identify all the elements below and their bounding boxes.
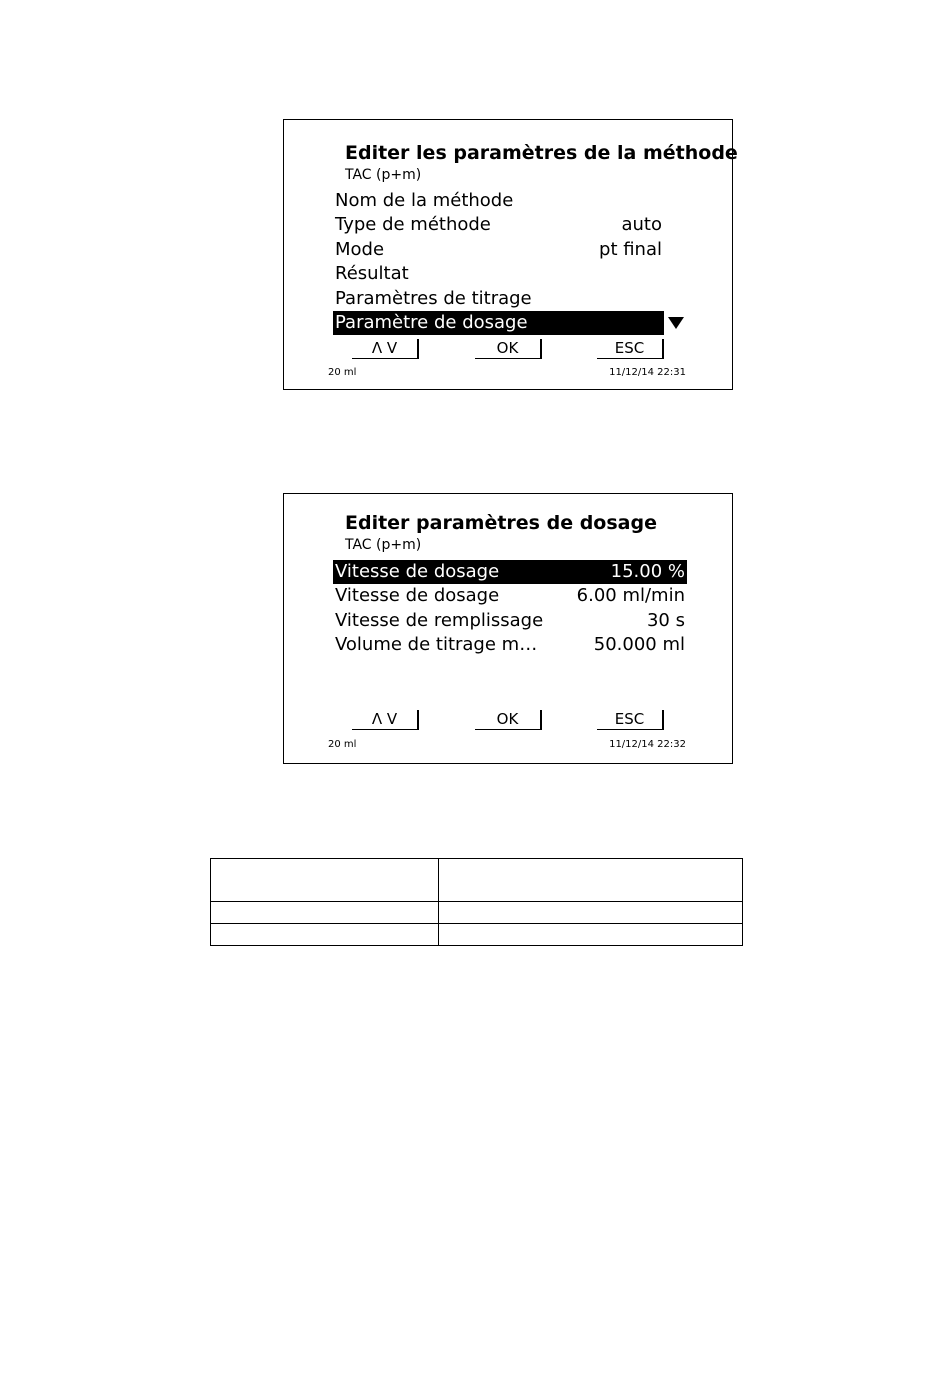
menu-item-label: Vitesse de dosage bbox=[335, 561, 500, 582]
table-cell bbox=[211, 924, 439, 946]
menu-item-label: Vitesse de dosage bbox=[335, 585, 500, 607]
menu-item-value: 6.00 ml/min bbox=[576, 585, 685, 607]
table-row bbox=[211, 924, 743, 946]
menu-item-label: Type de méthode bbox=[335, 214, 491, 236]
esc-softkey[interactable]: ESC bbox=[597, 710, 664, 730]
dosing-parameters-screen bbox=[283, 493, 733, 764]
method-parameters-screen bbox=[283, 119, 738, 390]
table-cell bbox=[439, 924, 743, 946]
menu-item-method-type[interactable] bbox=[333, 213, 664, 237]
menu-item-mode[interactable] bbox=[333, 238, 664, 262]
table-cell bbox=[439, 859, 743, 902]
menu-item-label: Résultat bbox=[335, 263, 409, 285]
method-name-subtitle: TAC (p+m) bbox=[345, 537, 422, 553]
esc-softkey[interactable]: ESC bbox=[597, 339, 664, 359]
menu-item-dosing-parameter[interactable] bbox=[333, 311, 664, 335]
menu-item-value: auto bbox=[621, 214, 662, 236]
menu-item-label: Paramètres de titrage bbox=[335, 287, 532, 309]
up-down-softkey[interactable]: Λ V bbox=[352, 339, 419, 359]
datetime-status: 11/12/14 22:32 bbox=[609, 739, 686, 750]
cylinder-volume-status: 20 ml bbox=[328, 367, 357, 378]
menu-item-dosing-speed-percent[interactable] bbox=[333, 560, 687, 584]
menu-item-max-titration-volume[interactable] bbox=[333, 633, 687, 657]
menu-item-titration-parameters[interactable] bbox=[333, 287, 664, 311]
table-cell bbox=[211, 859, 439, 902]
table-header-row bbox=[211, 859, 743, 902]
menu-item-label: Volume de titrage m… bbox=[335, 634, 538, 656]
menu-item-result[interactable] bbox=[333, 262, 664, 286]
parameter-table bbox=[210, 858, 743, 946]
screen-title: Editer paramètres de dosage bbox=[345, 512, 657, 534]
menu-item-filling-speed[interactable] bbox=[333, 609, 687, 633]
menu-item-value: 50.000 ml bbox=[593, 634, 685, 656]
table-row bbox=[211, 902, 743, 924]
ok-softkey[interactable]: OK bbox=[475, 339, 542, 359]
menu-item-value: pt final bbox=[599, 238, 662, 260]
menu-item-label: Nom de la méthode bbox=[335, 190, 514, 211]
method-parameters-menu bbox=[333, 189, 664, 335]
datetime-status: 11/12/14 22:31 bbox=[609, 367, 686, 378]
cylinder-volume-status: 20 ml bbox=[328, 739, 357, 750]
down-triangle-icon bbox=[668, 317, 684, 329]
menu-item-value: 15.00 % bbox=[610, 561, 685, 582]
method-name-subtitle: TAC (p+m) bbox=[345, 167, 422, 183]
menu-item-dosing-speed-rate[interactable] bbox=[333, 584, 687, 608]
menu-item-method-name[interactable] bbox=[333, 189, 664, 213]
screen-title: Editer les paramètres de la méthode bbox=[345, 142, 738, 164]
dosing-parameters-menu bbox=[333, 560, 687, 658]
ok-softkey[interactable]: OK bbox=[475, 710, 542, 730]
menu-item-label: Vitesse de remplissage bbox=[335, 609, 544, 631]
up-down-softkey[interactable]: Λ V bbox=[352, 710, 419, 730]
table-cell bbox=[439, 902, 743, 924]
menu-item-label: Mode bbox=[335, 238, 385, 260]
menu-item-value: 30 s bbox=[646, 609, 685, 631]
menu-item-label: Paramètre de dosage bbox=[335, 311, 528, 333]
table-cell bbox=[211, 902, 439, 924]
